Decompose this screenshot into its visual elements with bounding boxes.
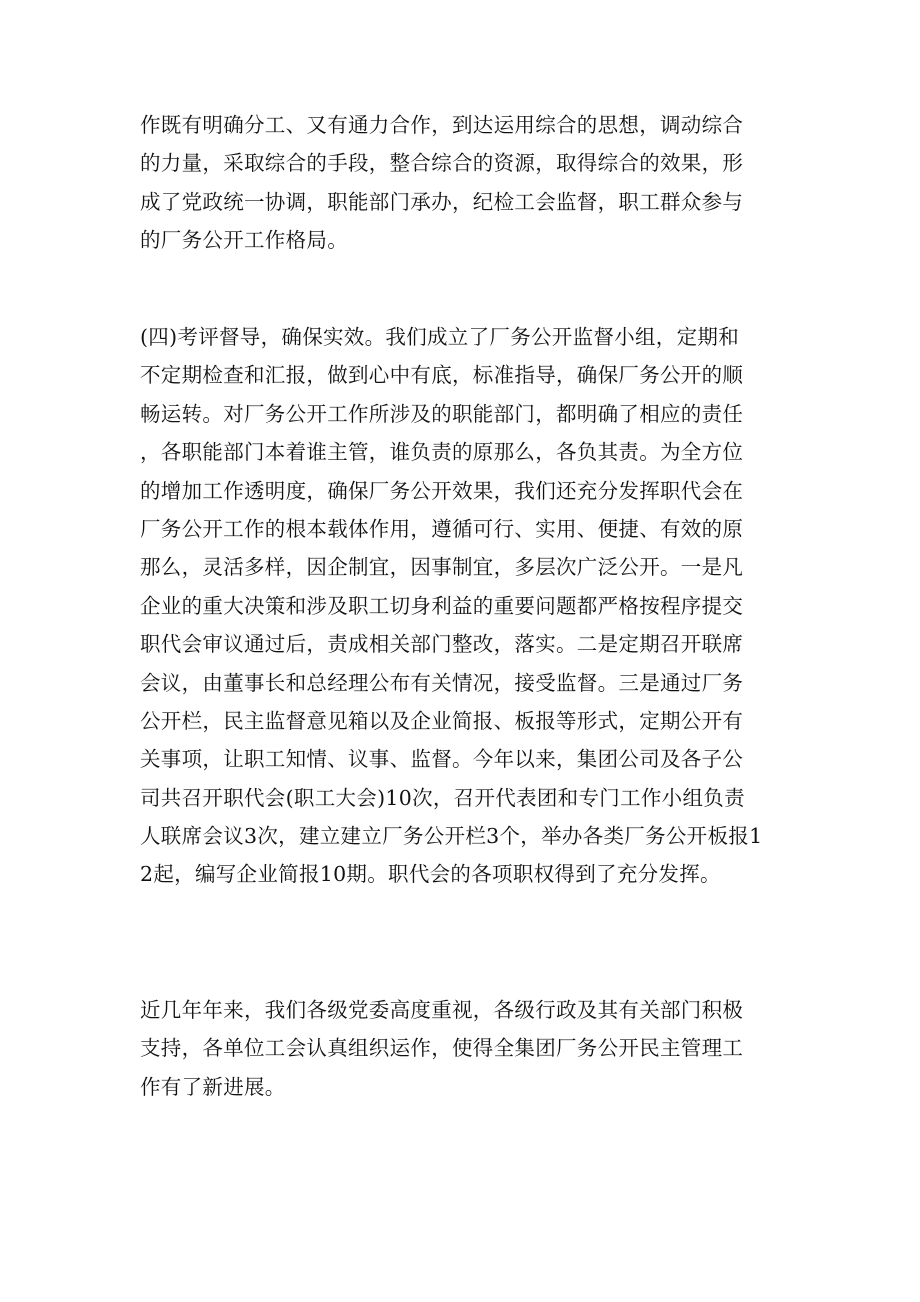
text-line: 畅运转。对厂务公开工作所涉及的职能部门，都明确了相应的责任 xyxy=(140,401,744,426)
text-line: 支持，各单位工会认真组织运作，使得全集团厂务公开民主管理工 xyxy=(140,1036,744,1061)
text-line: (四)考评督导，确保实效。我们成立了厂务公开监督小组，定期和 xyxy=(140,325,739,349)
paragraph-work-pattern xyxy=(140,106,790,260)
text-line: 人联席会议3次，建立建立厂务公开栏3个，举办各类厂务公开板报1 xyxy=(140,824,763,849)
text-line: 不定期检查和汇报，做到心中有底，标准指导，确保厂务公开的顺 xyxy=(140,363,744,388)
text-line: 的增加工作透明度，确保厂务公开效果，我们还充分发挥职代会在 xyxy=(140,478,744,503)
text-line: 2起，编写企业简报10期。职代会的各项职权得到了充分发挥。 xyxy=(140,862,721,887)
text-line: ，各职能部门本着谁主管，谁负责的原那么，各负其责。为全方位 xyxy=(140,440,744,465)
text-line: 的厂务公开工作格局。 xyxy=(140,228,348,253)
text-line: 关事项，让职工知情、议事、监督。今年以来，集团公司及各子公 xyxy=(140,747,744,772)
text-line: 作既有明确分工、又有通力合作，到达运用综合的思想，调动综合 xyxy=(140,113,744,137)
text-line: 成了党政统一协调，职能部门承办，纪检工会监督，职工群众参与 xyxy=(140,189,744,214)
text-line: 企业的重大决策和涉及职工切身利益的重要问题都严格按程序提交 xyxy=(140,593,744,618)
text-line: 司共召开职代会(职工大会)10次，召开代表团和专门工作小组负责 xyxy=(140,785,745,810)
text-line: 会议，由董事长和总经理公布有关情况，接受监督。三是通过厂务 xyxy=(140,670,744,695)
text-line: 公开栏，民主监督意见箱以及企业简报、板报等形式，定期公开有 xyxy=(140,708,744,733)
text-line: 的力量，采取综合的手段，整合综合的资源，取得综合的效果，形 xyxy=(140,151,744,176)
paragraph-progress-summary xyxy=(140,991,790,1106)
text-line: 职代会审议通过后，责成相关部门整改，落实。二是定期召开联席 xyxy=(140,632,744,657)
text-line: 那么，灵活多样，因企制宜，因事制宜，多层次广泛公开。一是凡 xyxy=(140,555,744,580)
text-line: 近几年年来，我们各级党委高度重视，各级行政及其有关部门积极 xyxy=(140,998,744,1022)
text-line: 作有了新进展。 xyxy=(140,1074,286,1099)
text-line: 厂务公开工作的根本载体作用，遵循可行、实用、便捷、有效的原 xyxy=(140,516,744,541)
paragraph-evaluation-supervision xyxy=(140,318,790,894)
